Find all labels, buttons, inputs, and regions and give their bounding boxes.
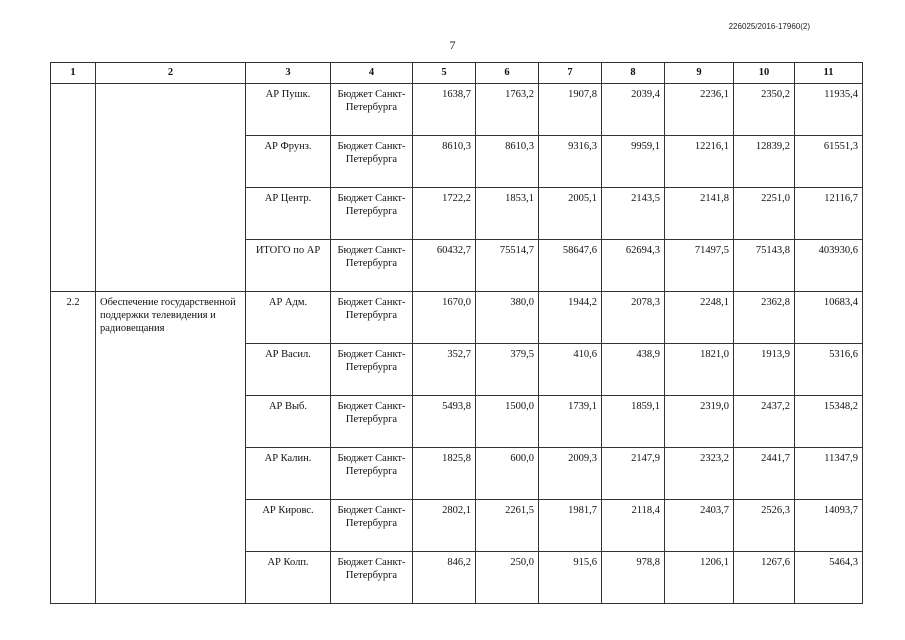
value-cell: 5493,8 <box>413 396 476 448</box>
value-cell: 1825,8 <box>413 448 476 500</box>
total-value-cell: 15348,2 <box>795 396 863 448</box>
value-cell: 1853,1 <box>476 188 539 240</box>
value-cell: 1913,9 <box>734 344 795 396</box>
page-number: 7 <box>449 38 456 52</box>
value-cell: 75143,8 <box>734 240 795 292</box>
district-cell: АР Центр. <box>246 188 331 240</box>
value-cell: 2141,8 <box>665 188 734 240</box>
district-cell: АР Адм. <box>246 292 331 344</box>
value-cell: 2236,1 <box>665 84 734 136</box>
total-value-cell: 5316,6 <box>795 344 863 396</box>
value-cell: 2251,0 <box>734 188 795 240</box>
total-value-cell: 14093,7 <box>795 500 863 552</box>
district-cell: АР Колп. <box>246 552 331 604</box>
district-cell: АР Васил. <box>246 344 331 396</box>
value-cell: 62694,3 <box>602 240 665 292</box>
total-value-cell: 61551,3 <box>795 136 863 188</box>
value-cell: 352,7 <box>413 344 476 396</box>
value-cell: 2118,4 <box>602 500 665 552</box>
column-header: 7 <box>539 63 602 84</box>
budget-source-cell: Бюджет Санкт-Петербурга <box>331 448 413 500</box>
district-cell: АР Пушк. <box>246 84 331 136</box>
table-row <box>51 292 863 344</box>
value-cell: 410,6 <box>539 344 602 396</box>
total-value-cell: 403930,6 <box>795 240 863 292</box>
table-body <box>51 84 863 604</box>
value-cell: 600,0 <box>476 448 539 500</box>
document-id: 226025/2016-17960(2) <box>728 22 810 31</box>
column-header: 11 <box>795 63 863 84</box>
budget-source-cell: Бюджет Санкт-Петербурга <box>331 396 413 448</box>
budget-table <box>50 62 863 604</box>
district-cell: АР Кировс. <box>246 500 331 552</box>
value-cell: 438,9 <box>602 344 665 396</box>
value-cell: 8610,3 <box>413 136 476 188</box>
district-cell: ИТОГО по АР <box>246 240 331 292</box>
table-header <box>51 63 863 84</box>
value-cell: 978,8 <box>602 552 665 604</box>
value-cell: 2802,1 <box>413 500 476 552</box>
value-cell: 2526,3 <box>734 500 795 552</box>
column-header: 2 <box>96 63 246 84</box>
value-cell: 1981,7 <box>539 500 602 552</box>
column-header: 9 <box>665 63 734 84</box>
value-cell: 1907,8 <box>539 84 602 136</box>
table-row <box>51 84 863 136</box>
budget-source-cell: Бюджет Санкт-Петербурга <box>331 344 413 396</box>
budget-source-cell: Бюджет Санкт-Петербурга <box>331 188 413 240</box>
value-cell: 2362,8 <box>734 292 795 344</box>
value-cell: 1821,0 <box>665 344 734 396</box>
value-cell: 8610,3 <box>476 136 539 188</box>
item-number-cell <box>51 84 96 292</box>
total-value-cell: 5464,3 <box>795 552 863 604</box>
total-value-cell: 12116,7 <box>795 188 863 240</box>
header-row <box>51 63 863 84</box>
value-cell: 60432,7 <box>413 240 476 292</box>
value-cell: 2437,2 <box>734 396 795 448</box>
value-cell: 250,0 <box>476 552 539 604</box>
value-cell: 1763,2 <box>476 84 539 136</box>
budget-source-cell: Бюджет Санкт-Петербурга <box>331 552 413 604</box>
value-cell: 1722,2 <box>413 188 476 240</box>
value-cell: 915,6 <box>539 552 602 604</box>
value-cell: 2261,5 <box>476 500 539 552</box>
district-cell: АР Фрунз. <box>246 136 331 188</box>
value-cell: 2009,3 <box>539 448 602 500</box>
value-cell: 1638,7 <box>413 84 476 136</box>
value-cell: 1944,2 <box>539 292 602 344</box>
total-value-cell: 11935,4 <box>795 84 863 136</box>
budget-source-cell: Бюджет Санкт-Петербурга <box>331 84 413 136</box>
column-header: 1 <box>51 63 96 84</box>
value-cell: 2005,1 <box>539 188 602 240</box>
value-cell: 2039,4 <box>602 84 665 136</box>
column-header: 10 <box>734 63 795 84</box>
value-cell: 9959,1 <box>602 136 665 188</box>
budget-source-cell: Бюджет Санкт-Петербурга <box>331 240 413 292</box>
value-cell: 2323,2 <box>665 448 734 500</box>
value-cell: 12839,2 <box>734 136 795 188</box>
value-cell: 1859,1 <box>602 396 665 448</box>
value-cell: 379,5 <box>476 344 539 396</box>
district-cell: АР Калин. <box>246 448 331 500</box>
value-cell: 380,0 <box>476 292 539 344</box>
column-header: 4 <box>331 63 413 84</box>
value-cell: 846,2 <box>413 552 476 604</box>
budget-source-cell: Бюджет Санкт-Петербурга <box>331 136 413 188</box>
item-name-cell <box>96 84 246 292</box>
value-cell: 1267,6 <box>734 552 795 604</box>
column-header: 5 <box>413 63 476 84</box>
value-cell: 2078,3 <box>602 292 665 344</box>
budget-source-cell: Бюджет Санкт-Петербурга <box>331 500 413 552</box>
value-cell: 2248,1 <box>665 292 734 344</box>
value-cell: 12216,1 <box>665 136 734 188</box>
value-cell: 2319,0 <box>665 396 734 448</box>
value-cell: 1670,0 <box>413 292 476 344</box>
value-cell: 2143,5 <box>602 188 665 240</box>
district-cell: АР Выб. <box>246 396 331 448</box>
value-cell: 1500,0 <box>476 396 539 448</box>
value-cell: 9316,3 <box>539 136 602 188</box>
item-name-cell: Обеспечение государственной поддержки телевидения и радиовещания <box>96 292 246 604</box>
column-header: 8 <box>602 63 665 84</box>
value-cell: 2441,7 <box>734 448 795 500</box>
column-header: 3 <box>246 63 331 84</box>
budget-source-cell: Бюджет Санкт-Петербурга <box>331 292 413 344</box>
total-value-cell: 11347,9 <box>795 448 863 500</box>
total-value-cell: 10683,4 <box>795 292 863 344</box>
value-cell: 2403,7 <box>665 500 734 552</box>
column-header: 6 <box>476 63 539 84</box>
value-cell: 1739,1 <box>539 396 602 448</box>
value-cell: 58647,6 <box>539 240 602 292</box>
value-cell: 2350,2 <box>734 84 795 136</box>
item-number-cell: 2.2 <box>51 292 96 604</box>
value-cell: 2147,9 <box>602 448 665 500</box>
value-cell: 75514,7 <box>476 240 539 292</box>
value-cell: 71497,5 <box>665 240 734 292</box>
value-cell: 1206,1 <box>665 552 734 604</box>
